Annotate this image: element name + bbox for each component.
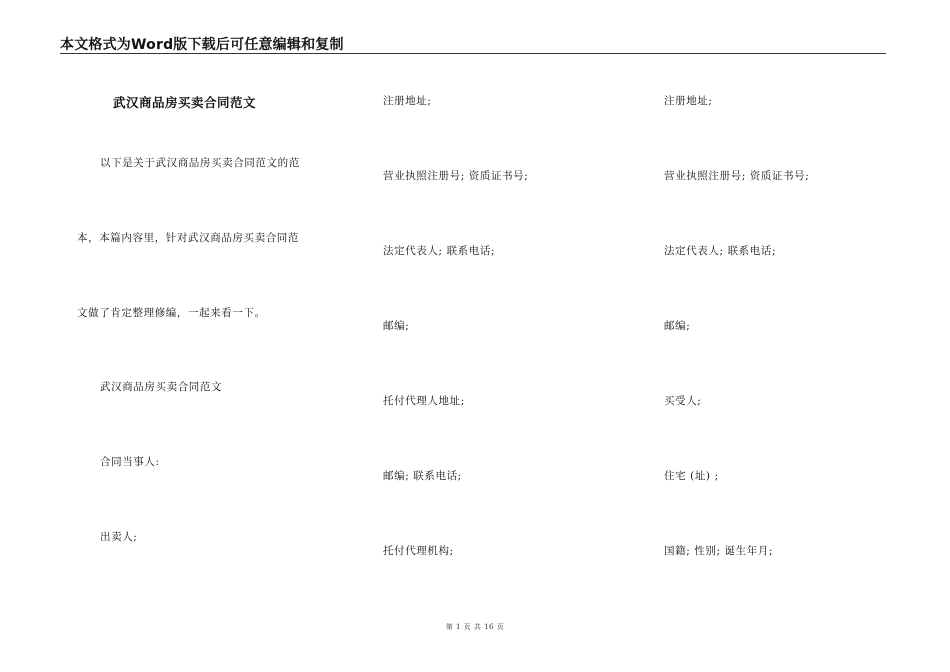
form-field-line: 注册地址; (664, 95, 713, 107)
page-number: 第 1 页 共 16 页 (445, 623, 505, 631)
paragraph-line: 出卖人; (100, 531, 138, 543)
form-field-line: 注册地址; (383, 95, 432, 107)
document-header: 本文格式为Word版下载后可任意编辑和复制 (60, 37, 344, 53)
header-rule (60, 53, 886, 54)
document-title: 武汉商品房买卖合同范文 (113, 95, 257, 110)
paragraph-line: 文做了肯定整理修编，一起来看一下。 (77, 307, 266, 319)
form-field-line: 托付代理人地址; (383, 395, 465, 407)
form-field-line: 营业执照注册号; 资质证书号; (383, 170, 529, 182)
form-field-line: 住宅 (址) ; (664, 470, 719, 482)
form-field-line: 法定代表人; 联系电话; (664, 245, 777, 257)
paragraph-line: 本，本篇内容里，针对武汉商品房买卖合同范 (77, 232, 299, 244)
paragraph-line: 合同当事人: (100, 456, 160, 468)
paragraph-line: 以下是关于武汉商品房买卖合同范文的范 (100, 157, 300, 169)
form-field-line: 邮编; (383, 320, 410, 332)
form-field-line: 营业执照注册号; 资质证书号; (664, 170, 810, 182)
form-field-line: 法定代表人; 联系电话; (383, 245, 496, 257)
form-field-line: 买受人; (664, 395, 702, 407)
form-field-line: 邮编; (664, 320, 691, 332)
form-field-line: 托付代理机构; (383, 545, 454, 557)
form-field-line: 邮编; 联系电话; (383, 470, 462, 482)
form-field-line: 国籍; 性别; 诞生年月; (664, 545, 774, 557)
section-heading: 武汉商品房买卖合同范文 (100, 381, 223, 393)
